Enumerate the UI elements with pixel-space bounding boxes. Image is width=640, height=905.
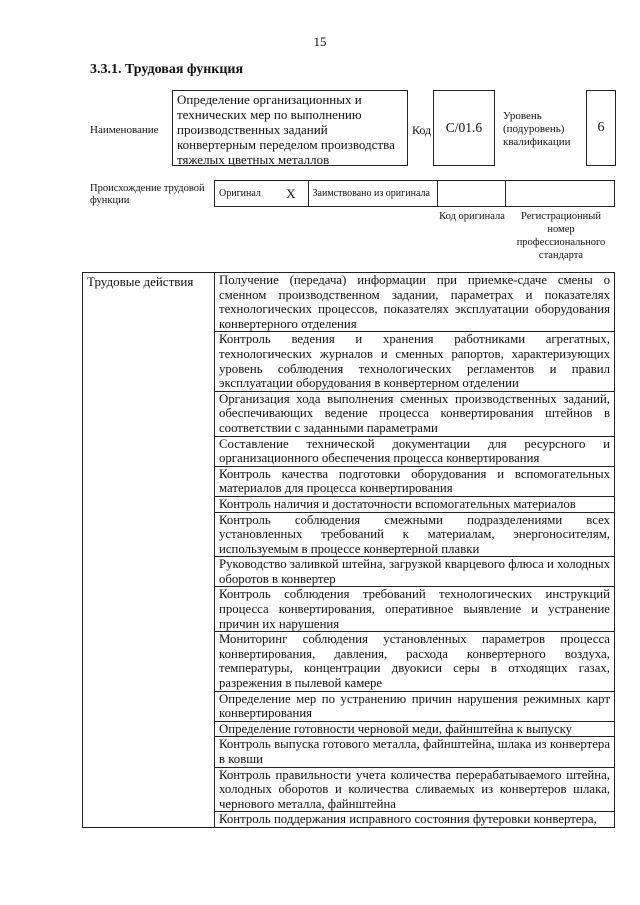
- borrowed-label: Заимствовано из оригинала: [312, 188, 430, 199]
- action-item: Мониторинг соблюдения установленных параметров процесса конвертирования, давления, расхода конвертерного воздуха, температуры, концентрации двуокиси серы в отходящих газах, разрежения в пылевой камере: [215, 632, 615, 691]
- section-title: 3.3.1. Трудовая функция: [90, 62, 244, 77]
- function-code-box: [433, 90, 495, 166]
- function-code-value: C/01.6: [445, 120, 483, 135]
- original-cell: [215, 181, 309, 206]
- action-item: Определение мер по устранению причин нарушения режимных карт конвертирования: [215, 691, 615, 721]
- actions-header: Трудовые действия: [83, 273, 215, 828]
- original-label: Оригинал: [219, 188, 261, 199]
- origin-label: Происхождение трудовой функции: [90, 183, 205, 206]
- action-item: Организация хода выполнения сменных производственных заданий, обеспечивающих ведение процесса конвертирования штейнов в соответствии с заданными параметрами: [215, 391, 615, 436]
- name-label: Наименование: [90, 124, 159, 136]
- action-item: Получение (передача) информации при приемке-сдаче смены о сменном производственном задании, параметрах и показателях технологических процессов, показателях эксплуатации оборудования конвертерного отделения: [215, 273, 615, 332]
- action-item: Контроль наличия и достаточности вспомогательных материалов: [215, 496, 615, 512]
- code-original-label: Код оригинала: [439, 211, 505, 222]
- level-label: Уровень (подуровень) квалификации: [503, 110, 571, 148]
- origin-row: [214, 180, 615, 207]
- labour-actions-table: [82, 272, 615, 828]
- reg-number-cell: [506, 181, 614, 206]
- action-item: Контроль соблюдения требований технологических инструкций процесса конвертирования, оперативное выявление и устранение причин их нарушения: [215, 587, 615, 632]
- action-item: Контроль соблюдения смежными подразделениями всех установленных требований к материалам, энергоносителям, используемым в процессе конвертерной плавки: [215, 512, 615, 557]
- reg-number-label: Регистрационный номер профессионального стандарта: [516, 211, 606, 261]
- code-label: Код: [412, 123, 432, 137]
- action-item: Контроль выпуска готового металла, файнштейна, шлака из конвертера в ковши: [215, 737, 615, 767]
- page-number: 15: [313, 34, 327, 49]
- action-item: Контроль ведения и хранения работниками агрегатных, технологических журналов и сменных рапортов, характеризующих уровень соблюдения технологических регламентов и правил эксплуатации оборудования в конвертерном отделении: [215, 332, 615, 391]
- original-mark: X: [286, 186, 296, 201]
- action-item: Составление технической документации для ресурсного и организационного обеспечения процесса конвертирования: [215, 436, 615, 466]
- table-row: [83, 273, 615, 332]
- action-item: Контроль поддержания исправного состояния футеровки конвертера,: [215, 812, 615, 828]
- borrowed-cell: [309, 181, 438, 206]
- action-item: Руководство заливкой штейна, загрузкой кварцевого флюса и холодных оборотов в конвертер: [215, 557, 615, 587]
- action-item: Контроль качества подготовки оборудования и вспомогательных материалов для процесса конвертирования: [215, 466, 615, 496]
- qualification-level-box: [586, 90, 616, 166]
- action-item: Контроль правильности учета количества перерабатываемого штейна, холодных оборотов и количества сливаемых из конвертеров шлака, чернового металла, файнштейна: [215, 767, 615, 812]
- qualification-level-value: 6: [597, 120, 605, 135]
- action-item: Определение готовности черновой меди, файнштейна к выпуску: [215, 721, 615, 737]
- original-code-cell: [438, 181, 506, 206]
- function-name-box: Определение организационных и технических мер по выполнению производственных заданий конвертерным переделом производства тяжелых цветных металлов: [172, 90, 408, 166]
